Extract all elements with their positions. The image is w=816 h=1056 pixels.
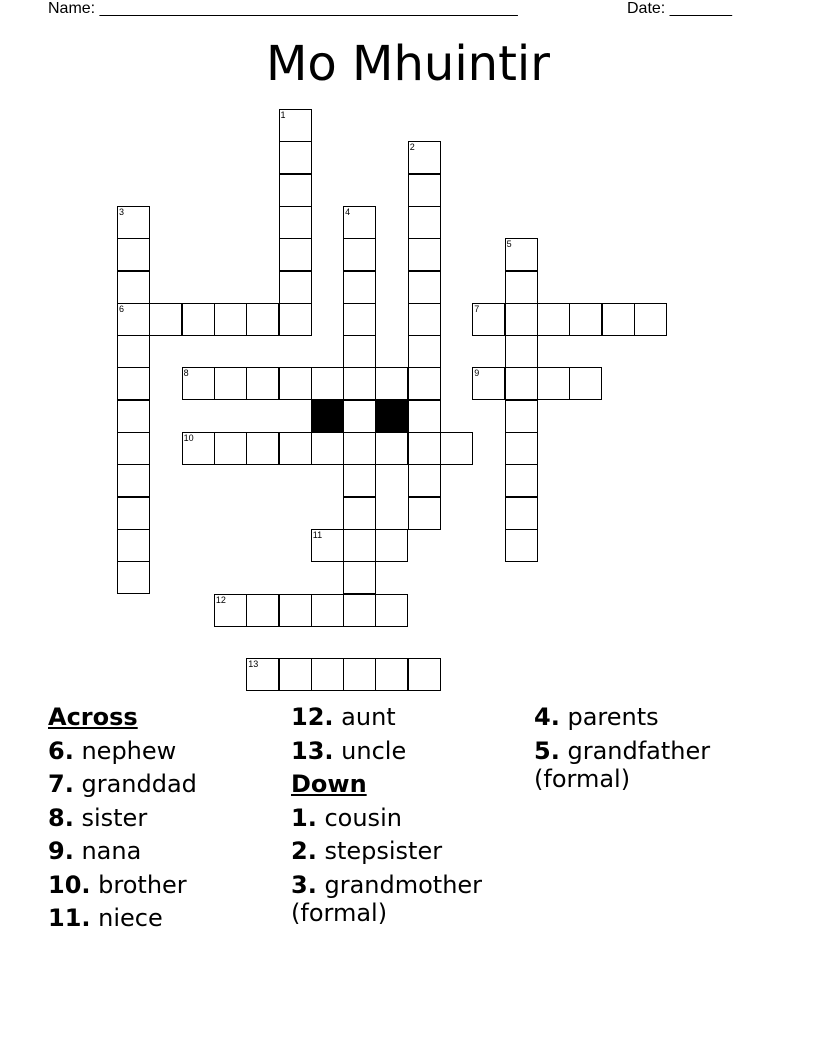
clue-number: 10.: [48, 870, 91, 899]
clue-text: uncle: [341, 736, 407, 765]
grid-cell[interactable]: [505, 367, 538, 400]
clue-across-10: [48, 871, 283, 899]
grid-cell[interactable]: [149, 303, 182, 336]
grid-cell[interactable]: [246, 367, 279, 400]
clue-across-7: [48, 770, 283, 798]
grid-cell[interactable]: [182, 303, 215, 336]
grid-cell[interactable]: [408, 658, 441, 691]
clues-column-3: [534, 703, 769, 798]
across-heading: Across: [48, 703, 138, 731]
grid-cell[interactable]: [408, 238, 441, 271]
grid-cell[interactable]: [408, 141, 441, 174]
grid-cell[interactable]: [343, 400, 376, 433]
grid-cell[interactable]: [279, 174, 312, 207]
clue-number: 5.: [534, 736, 560, 765]
grid-cell[interactable]: [505, 529, 538, 562]
clue-number: 12.: [291, 703, 334, 731]
page-title: Mo Mhuintir: [266, 36, 550, 92]
grid-cell[interactable]: [343, 367, 376, 400]
grid-cell[interactable]: [375, 432, 408, 465]
clue-across-13: [291, 737, 526, 765]
grid-cell[interactable]: [117, 206, 150, 239]
grid-cell[interactable]: [117, 497, 150, 530]
grid-cell[interactable]: [537, 367, 570, 400]
grid-cell[interactable]: [375, 594, 408, 627]
clue-text: sister: [81, 803, 148, 832]
clue-number-label: 2: [409, 142, 415, 153]
grid-cell[interactable]: [343, 464, 376, 497]
grid-cell[interactable]: [472, 367, 505, 400]
clue-text: nephew: [81, 736, 177, 765]
grid-cell[interactable]: [117, 367, 150, 400]
grid-cell[interactable]: [246, 594, 279, 627]
grid-cell[interactable]: [214, 432, 247, 465]
grid-cell[interactable]: [279, 658, 312, 691]
name-field[interactable]: Name: _______________________________________________: [48, 0, 518, 17]
grid-cell-black: [311, 400, 344, 433]
grid-cell[interactable]: [343, 271, 376, 304]
grid-cell[interactable]: [505, 335, 538, 368]
clue-number-label: 11: [312, 529, 323, 540]
grid-cell[interactable]: [634, 303, 667, 336]
clue-text: grandmother (formal): [291, 870, 483, 927]
clue-number-label: 3: [119, 206, 125, 217]
grid-cell[interactable]: [117, 271, 150, 304]
grid-cell[interactable]: [279, 206, 312, 239]
grid-cell[interactable]: [279, 594, 312, 627]
clue-number-label: 12: [215, 594, 226, 605]
grid-cell[interactable]: [408, 497, 441, 530]
grid-cell[interactable]: [279, 367, 312, 400]
grid-cell[interactable]: [569, 367, 602, 400]
clue-number: 9.: [48, 837, 74, 865]
grid-cell[interactable]: [343, 303, 376, 336]
clue-number: 11.: [48, 904, 91, 932]
clue-number-label: 4: [345, 206, 351, 217]
grid-cell[interactable]: [505, 238, 538, 271]
clue-down-4: [534, 703, 769, 731]
grid-cell[interactable]: [343, 594, 376, 627]
clue-number-label: 10: [183, 433, 194, 443]
grid-cell[interactable]: [375, 529, 408, 562]
grid-cell[interactable]: [117, 335, 150, 368]
clue-down-1: [291, 804, 526, 832]
clue-number: 7.: [48, 770, 74, 798]
clue-number: 2.: [291, 837, 317, 865]
clue-number-label: 13: [248, 659, 259, 670]
clue-number: 6.: [48, 736, 74, 765]
grid-cell[interactable]: [214, 367, 247, 400]
grid-cell[interactable]: [343, 238, 376, 271]
clue-across-11: [48, 904, 283, 932]
grid-cell[interactable]: [505, 432, 538, 465]
grid-cell[interactable]: [505, 303, 538, 336]
clue-text: granddad: [81, 770, 197, 798]
clues-column-1: [48, 703, 283, 938]
grid-cell[interactable]: [472, 303, 505, 336]
grid-cell[interactable]: [279, 238, 312, 271]
grid-cell[interactable]: [408, 400, 441, 433]
clue-across-9: [48, 837, 283, 865]
clue-number-label: 9: [474, 368, 480, 379]
grid-cell[interactable]: [343, 561, 376, 594]
clue-down-3: [291, 871, 526, 927]
clue-across-8: [48, 804, 283, 832]
grid-cell[interactable]: [375, 367, 408, 400]
grid-cell[interactable]: [408, 464, 441, 497]
grid-cell[interactable]: [408, 367, 441, 400]
grid-cell[interactable]: [343, 497, 376, 530]
grid-cell[interactable]: [505, 497, 538, 530]
grid-cell[interactable]: [117, 432, 150, 465]
grid-cell[interactable]: [343, 206, 376, 239]
clue-text: stepsister: [324, 837, 443, 865]
grid-cell[interactable]: [408, 271, 441, 304]
grid-cell[interactable]: [311, 529, 344, 562]
date-field[interactable]: Date: _______: [627, 0, 732, 17]
grid-cell[interactable]: [246, 658, 279, 691]
grid-cell[interactable]: [408, 303, 441, 336]
grid-cell[interactable]: [311, 367, 344, 400]
clue-text: aunt: [341, 703, 396, 731]
clues-column-2: [291, 703, 526, 932]
grid-cell[interactable]: [279, 432, 312, 465]
grid-cell[interactable]: [408, 174, 441, 207]
down-heading: Down: [291, 770, 367, 798]
grid-cell[interactable]: [408, 335, 441, 368]
clue-down-5: [534, 737, 769, 793]
grid-cell[interactable]: [408, 206, 441, 239]
clue-number-label: 8: [183, 368, 189, 379]
grid-cell[interactable]: [182, 432, 215, 465]
grid-cell[interactable]: [569, 303, 602, 336]
grid-cell[interactable]: [408, 432, 441, 465]
clue-number-label: 6: [119, 303, 125, 314]
clue-number-label: 1: [280, 110, 286, 120]
grid-cell[interactable]: [117, 464, 150, 497]
grid-cell[interactable]: [117, 400, 150, 433]
clue-number-label: 5: [506, 239, 512, 250]
grid-cell[interactable]: [214, 594, 247, 627]
clue-down-2: [291, 837, 526, 865]
clue-text: niece: [98, 904, 163, 932]
grid-cell[interactable]: [279, 109, 312, 142]
clue-number: 8.: [48, 803, 74, 832]
grid-cell[interactable]: [537, 303, 570, 336]
clue-number-label: 7: [474, 303, 480, 314]
grid-cell[interactable]: [117, 303, 150, 336]
clue-text: grandfather (formal): [534, 736, 711, 793]
grid-cell[interactable]: [279, 141, 312, 174]
clue-across-6: [48, 737, 283, 765]
clue-text: parents: [567, 703, 659, 731]
grid-cell[interactable]: [117, 529, 150, 562]
grid-cell[interactable]: [311, 658, 344, 691]
grid-cell[interactable]: [246, 432, 279, 465]
grid-cell[interactable]: [505, 271, 538, 304]
clue-across-12: [291, 703, 526, 731]
grid-cell[interactable]: [311, 432, 344, 465]
grid-cell[interactable]: [214, 303, 247, 336]
grid-cell[interactable]: [343, 658, 376, 691]
grid-cell[interactable]: [440, 432, 473, 465]
grid-cell[interactable]: [343, 529, 376, 562]
grid-cell[interactable]: [505, 464, 538, 497]
grid-cell[interactable]: [117, 561, 150, 594]
grid-cell[interactable]: [343, 432, 376, 465]
grid-cell[interactable]: [279, 303, 312, 336]
clue-number: 3.: [291, 870, 317, 899]
grid-cell-black: [375, 400, 408, 433]
grid-cell[interactable]: [182, 367, 215, 400]
grid-cell[interactable]: [602, 303, 635, 336]
grid-cell[interactable]: [117, 238, 150, 271]
grid-cell[interactable]: [246, 303, 279, 336]
clue-number: 1.: [291, 803, 317, 832]
clue-text: brother: [98, 870, 187, 899]
clue-text: cousin: [324, 803, 402, 832]
clue-number: 4.: [534, 703, 560, 731]
clue-text: nana: [81, 837, 142, 865]
grid-cell[interactable]: [311, 594, 344, 627]
clue-number: 13.: [291, 736, 334, 765]
grid-cell[interactable]: [343, 335, 376, 368]
grid-cell[interactable]: [375, 658, 408, 691]
grid-cell[interactable]: [279, 271, 312, 304]
grid-cell[interactable]: [505, 400, 538, 433]
